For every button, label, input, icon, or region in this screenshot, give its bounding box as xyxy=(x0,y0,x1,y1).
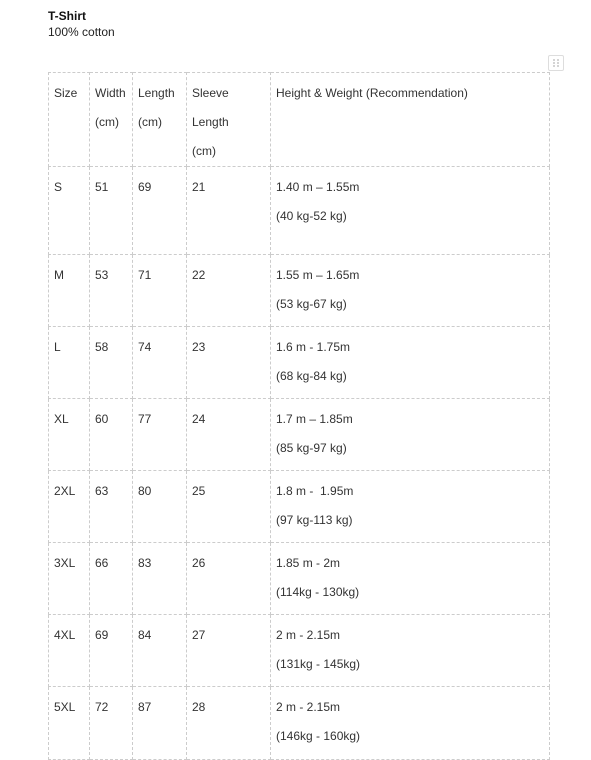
header-unit: (cm) xyxy=(192,144,216,158)
cell-height-weight xyxy=(271,471,550,543)
table-row xyxy=(49,543,550,615)
header-cell-width xyxy=(90,73,133,167)
size-value: 5XL xyxy=(54,700,76,714)
sleeve-value: 28 xyxy=(192,700,206,714)
height-range: 1.6 m - 1.75m xyxy=(276,340,351,354)
cell-size xyxy=(49,471,90,543)
width-value: 53 xyxy=(95,268,109,282)
table-row xyxy=(49,471,550,543)
cell-height-weight xyxy=(271,687,550,760)
product-material: 100% cotton xyxy=(48,25,115,39)
cell-sleeve xyxy=(187,471,271,543)
height-range: 1.40 m – 1.55m xyxy=(276,180,360,194)
cell-size xyxy=(49,255,90,327)
sleeve-value: 27 xyxy=(192,628,206,642)
size-value: S xyxy=(54,180,63,194)
header-label: Length xyxy=(138,86,175,100)
size-value: L xyxy=(54,340,61,354)
sleeve-value: 22 xyxy=(192,268,206,282)
length-value: 84 xyxy=(138,628,152,642)
cell-length xyxy=(133,399,187,471)
width-value: 60 xyxy=(95,412,109,426)
cell-sleeve xyxy=(187,543,271,615)
sleeve-value: 26 xyxy=(192,556,206,570)
length-value: 80 xyxy=(138,484,152,498)
height-range: 1.8 m - 1.95m xyxy=(276,484,354,498)
cell-sleeve xyxy=(187,327,271,399)
height-range: 2 m - 2.15m xyxy=(276,628,341,642)
size-value: M xyxy=(54,268,64,282)
height-range: 2 m - 2.15m xyxy=(276,700,341,714)
header-label: Width xyxy=(95,86,126,100)
length-value: 77 xyxy=(138,412,152,426)
length-value: 74 xyxy=(138,340,152,354)
table-row xyxy=(49,687,550,760)
header-cell-height-weight xyxy=(271,73,550,167)
header-cell-size xyxy=(49,73,90,167)
weight-range: (146kg - 160kg) xyxy=(276,729,361,743)
cell-length xyxy=(133,255,187,327)
cell-sleeve xyxy=(187,687,271,760)
table-drag-handle[interactable] xyxy=(548,55,564,71)
sleeve-value: 25 xyxy=(192,484,206,498)
cell-sleeve xyxy=(187,399,271,471)
size-value: 3XL xyxy=(54,556,76,570)
width-value: 63 xyxy=(95,484,109,498)
size-value: 2XL xyxy=(54,484,76,498)
cell-size xyxy=(49,615,90,687)
width-value: 72 xyxy=(95,700,109,714)
cell-size xyxy=(49,327,90,399)
length-value: 71 xyxy=(138,268,152,282)
cell-width xyxy=(90,327,133,399)
cell-height-weight xyxy=(271,255,550,327)
width-value: 51 xyxy=(95,180,109,194)
cell-length xyxy=(133,471,187,543)
cell-height-weight xyxy=(271,167,550,255)
product-title: T-Shirt xyxy=(48,9,86,23)
cell-size xyxy=(49,687,90,760)
height-range: 1.85 m - 2m xyxy=(276,556,341,570)
cell-length xyxy=(133,543,187,615)
header-label: Sleeve Length xyxy=(192,86,229,129)
cell-size xyxy=(49,543,90,615)
width-value: 58 xyxy=(95,340,109,354)
length-value: 69 xyxy=(138,180,152,194)
weight-range: (114kg - 130kg) xyxy=(276,585,360,599)
cell-size xyxy=(49,167,90,255)
cell-width xyxy=(90,471,133,543)
width-value: 66 xyxy=(95,556,109,570)
cell-sleeve xyxy=(187,255,271,327)
cell-width xyxy=(90,615,133,687)
cell-height-weight xyxy=(271,327,550,399)
cell-width xyxy=(90,399,133,471)
header-cell-length xyxy=(133,73,187,167)
table-row xyxy=(49,167,550,255)
weight-range: (85 kg-97 kg) xyxy=(276,441,347,455)
cell-size xyxy=(49,399,90,471)
table-header-row xyxy=(49,73,550,167)
cell-width xyxy=(90,255,133,327)
cell-width xyxy=(90,687,133,760)
size-value: XL xyxy=(54,412,69,426)
sleeve-value: 24 xyxy=(192,412,206,426)
size-value: 4XL xyxy=(54,628,76,642)
size-chart-table xyxy=(48,72,550,760)
cell-width xyxy=(90,167,133,255)
height-range: 1.55 m – 1.65m xyxy=(276,268,360,282)
cell-sleeve xyxy=(187,615,271,687)
cell-height-weight xyxy=(271,399,550,471)
table-row xyxy=(49,255,550,327)
cell-height-weight xyxy=(271,543,550,615)
header-cell-sleeve xyxy=(187,73,271,167)
table-row xyxy=(49,615,550,687)
weight-range: (68 kg-84 kg) xyxy=(276,369,347,383)
width-value: 69 xyxy=(95,628,109,642)
table-row xyxy=(49,399,550,471)
header-unit: (cm) xyxy=(95,115,119,129)
table-row xyxy=(49,327,550,399)
cell-width xyxy=(90,543,133,615)
length-value: 87 xyxy=(138,700,152,714)
weight-range: (53 kg-67 kg) xyxy=(276,297,347,311)
weight-range: (40 kg-52 kg) xyxy=(276,209,347,223)
sleeve-value: 23 xyxy=(192,340,206,354)
sleeve-value: 21 xyxy=(192,180,206,194)
cell-sleeve xyxy=(187,167,271,255)
header-label: Height & Weight (Recommendation) xyxy=(276,86,468,100)
cell-height-weight xyxy=(271,615,550,687)
length-value: 83 xyxy=(138,556,152,570)
cell-length xyxy=(133,167,187,255)
height-range: 1.7 m – 1.85m xyxy=(276,412,353,426)
header-label: Size xyxy=(54,86,78,100)
header-unit: (cm) xyxy=(138,115,162,129)
cell-length xyxy=(133,615,187,687)
cell-length xyxy=(133,687,187,760)
weight-range: (131kg - 145kg) xyxy=(276,657,361,671)
cell-length xyxy=(133,327,187,399)
weight-range: (97 kg-113 kg) xyxy=(276,513,353,527)
drag-handle-icon xyxy=(552,58,560,68)
